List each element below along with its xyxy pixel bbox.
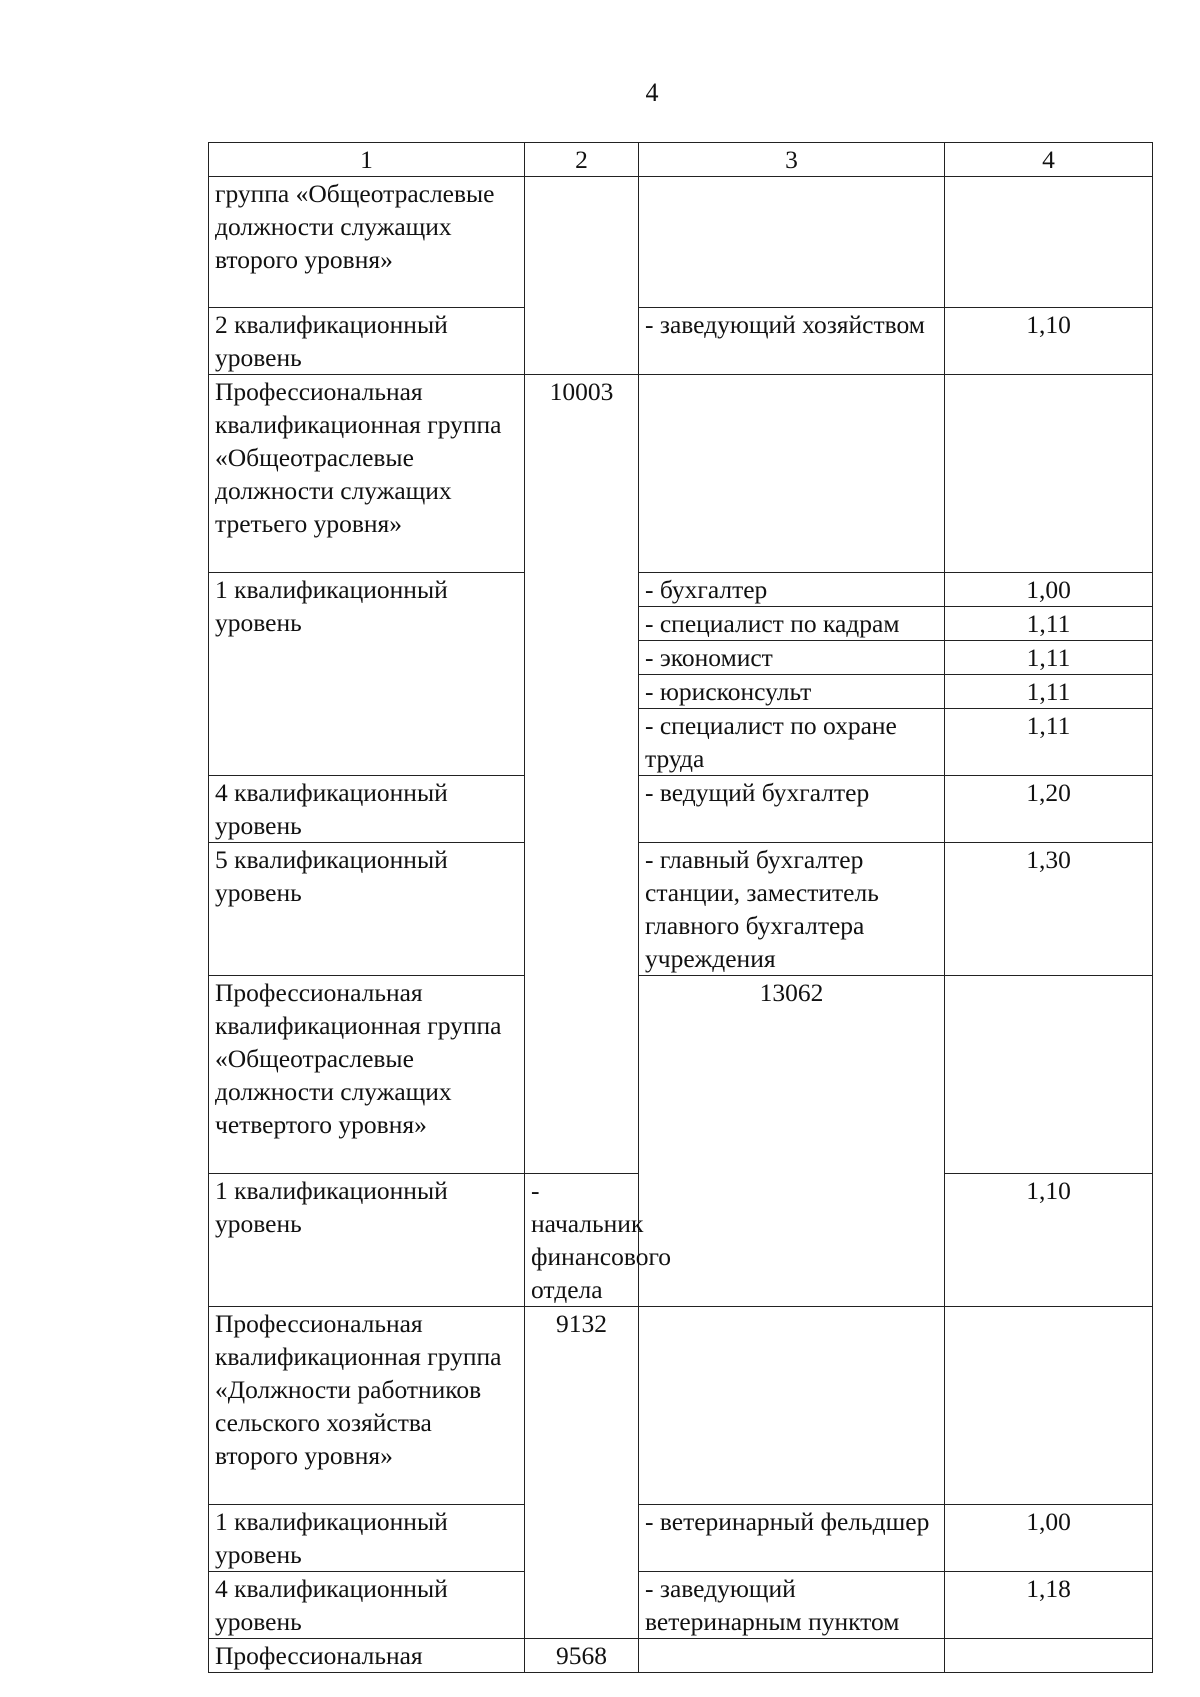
position-cell: - главный бухгалтер станции, заместитель главного бухгалтера учреждения xyxy=(639,843,945,976)
table-row xyxy=(209,976,1153,1174)
qualification-level-cell: 2 квалификационный уровень xyxy=(209,308,525,375)
position-cell: - ветеринарный фельдшер xyxy=(639,1505,945,1572)
column-header-1: 1 xyxy=(209,143,525,177)
qualification-level-cell: 1 квалификационный уровень xyxy=(209,573,525,776)
position-cell xyxy=(639,1639,945,1673)
qualification-level-cell: 1 квалификационный уровень xyxy=(209,1505,525,1572)
page-number: 4 xyxy=(645,78,659,107)
coefficient-cell: 1,00 xyxy=(945,573,1153,607)
table-row xyxy=(209,375,1153,573)
coefficient-cell: 1,10 xyxy=(945,1174,1153,1307)
table-row xyxy=(209,308,1153,375)
position-cell xyxy=(639,177,945,308)
coefficient-cell: 1,30 xyxy=(945,843,1153,976)
coefficient-cell: 1,00 xyxy=(945,1505,1153,1572)
table-row xyxy=(209,776,1153,843)
coefficient-cell xyxy=(945,177,1153,308)
group-name-cell: Профессиональная квалификационная группа «Должности работников сельского хозяйства второго уровня» xyxy=(209,1307,525,1505)
qualification-level-cell: 5 квалификационный уровень xyxy=(209,843,525,976)
position-cell xyxy=(945,976,1153,1174)
position-cell xyxy=(639,1307,945,1505)
position-cell: - экономист xyxy=(639,641,945,675)
position-cell: - заведующий хозяйством xyxy=(639,308,945,375)
coefficient-cell xyxy=(945,1307,1153,1505)
position-cell xyxy=(639,375,945,573)
coefficient-cell: 1,20 xyxy=(945,776,1153,843)
table-row xyxy=(209,1572,1153,1639)
qualification-table xyxy=(208,142,1153,1673)
group-code-cell: 9132 xyxy=(525,1307,639,1639)
coefficient-cell xyxy=(945,375,1153,573)
position-cell: - бухгалтер xyxy=(639,573,945,607)
group-name-cell: Профессиональная квалификационная группа «Общеотраслевые должности служащих третьего уровня» xyxy=(209,375,525,573)
column-header-2: 2 xyxy=(525,143,639,177)
position-cell: - юрисконсульт xyxy=(639,675,945,709)
coefficient-cell: 1,18 xyxy=(945,1572,1153,1639)
group-name-cell: Профессиональная квалификационная группа «Общеотраслевые должности служащих четвертого уровня» xyxy=(209,976,525,1174)
coefficient-cell: 1,11 xyxy=(945,641,1153,675)
position-cell: - специалист по охране труда xyxy=(639,709,945,776)
coefficient-cell xyxy=(945,1639,1153,1673)
coefficient-cell: 1,11 xyxy=(945,709,1153,776)
table-row xyxy=(209,1307,1153,1505)
position-cell: - заведующий ветеринарным пунктом xyxy=(639,1572,945,1639)
group-code-cell: 10003 xyxy=(525,375,639,1174)
qualification-level-cell: 4 квалификационный уровень xyxy=(209,776,525,843)
table-row xyxy=(209,177,1153,308)
table-row xyxy=(209,573,1153,607)
coefficient-cell: 1,11 xyxy=(945,607,1153,641)
qualification-level-cell: 1 квалификационный уровень xyxy=(209,1174,525,1307)
column-header-4: 4 xyxy=(945,143,1153,177)
coefficient-cell: 1,10 xyxy=(945,308,1153,375)
position-cell: - ведущий бухгалтер xyxy=(639,776,945,843)
table-row xyxy=(209,1505,1153,1572)
table-header-row xyxy=(209,143,1153,177)
group-code-cell xyxy=(525,177,639,375)
coefficient-cell: 1,11 xyxy=(945,675,1153,709)
group-code-cell: 9568 xyxy=(525,1639,639,1673)
group-code-cell: 13062 xyxy=(639,976,945,1307)
table-row xyxy=(209,1639,1153,1673)
column-header-3: 3 xyxy=(639,143,945,177)
position-cell: - специалист по кадрам xyxy=(639,607,945,641)
qualification-level-cell: 4 квалификационный уровень xyxy=(209,1572,525,1639)
group-name-cell: группа «Общеотраслевые должности служащих второго уровня» xyxy=(209,177,525,308)
table-row xyxy=(209,843,1153,976)
position-cell: - начальник финансового отдела xyxy=(525,1174,639,1307)
group-name-cell: Профессиональная xyxy=(209,1639,525,1673)
